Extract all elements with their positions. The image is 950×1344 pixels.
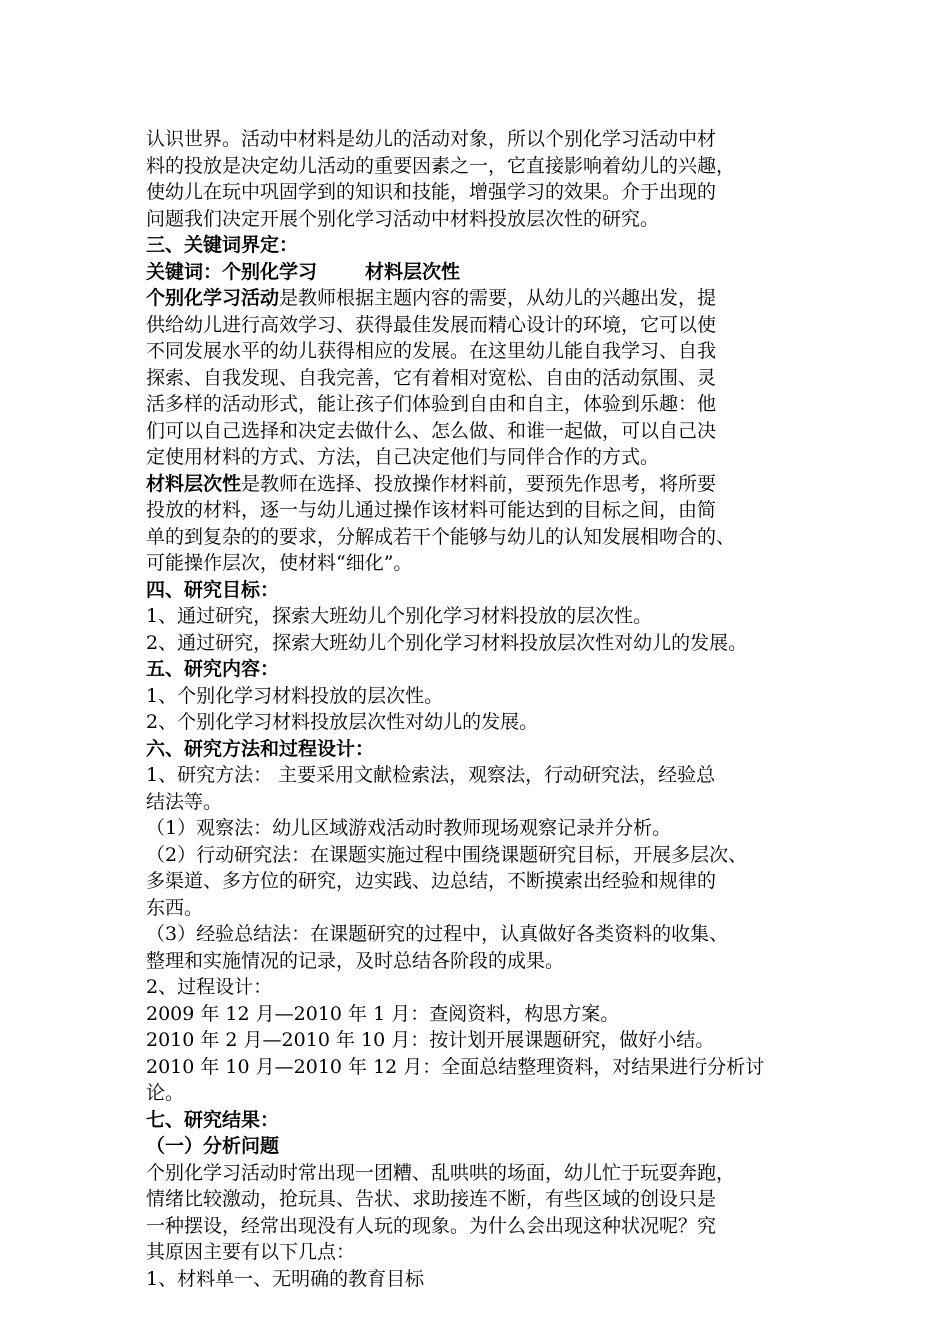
keywords-label: 关键词：个别化学习 xyxy=(146,260,318,283)
definition-material-level xyxy=(146,471,818,498)
keyword-material-level: 材料层次性 xyxy=(365,260,461,283)
paragraph-line: 2、过程设计： xyxy=(146,976,273,998)
paragraph-line: 活多样的活动形式，能让孩子们体验到自由和自主，体验到乐趣：他 xyxy=(146,393,717,415)
list-item: 2、通过研究，探索大班幼儿个别化学习材料投放层次性对幼儿的发展。 xyxy=(146,631,748,654)
section-heading-methods: 六、研究方法和过程设计： xyxy=(146,737,375,760)
list-item: 1、通过研究，探索大班幼儿个别化学习材料投放的层次性。 xyxy=(146,605,653,627)
paragraph-line: 们可以自己选择和决定去做什么、怎么做、和谁一起做，可以自己决 xyxy=(146,419,717,442)
definition-individual-learning xyxy=(146,285,818,312)
paragraph-line: 问题我们决定开展个别化学习活动中材料投放层次性的研究。 xyxy=(146,207,660,230)
paragraph-line: 认识世界。活动中材料是幼儿的活动对象，所以个别化学习活动中材 xyxy=(146,128,717,150)
paragraph-line: 料的投放是决定幼儿活动的重要因素之一，它直接影响着幼儿的兴趣， xyxy=(146,154,736,177)
paragraph-line: 情绪比较激动，抢玩具、告状、求助接连不断，有些区域的创设只是 xyxy=(146,1188,717,1210)
list-item: 2、个别化学习材料投放层次性对幼儿的发展。 xyxy=(146,711,539,733)
document-body xyxy=(146,126,818,1292)
section-heading-keywords: 三、关键词界定： xyxy=(146,234,299,256)
paragraph-line: 论。 xyxy=(146,1082,185,1104)
paragraph-line: （2）行动研究法：在课题实施过程中围绕课题研究目标，开展多层次、 xyxy=(146,843,748,866)
definition-text: 是教师在选择、投放操作材料前，要预先作思考，将所要 xyxy=(241,472,717,495)
subsection-heading: （一）分析问题 xyxy=(146,1135,280,1157)
list-item: 1、个别化学习材料投放的层次性。 xyxy=(146,684,444,707)
paragraph-line: 投放的材料，逐一与幼儿通过操作该材料可能达到的目标之间，由简 xyxy=(146,499,717,521)
paragraph-line: （1）观察法：幼儿区域游戏活动时教师现场观察记录并分析。 xyxy=(146,817,672,839)
paragraph-line: 使幼儿在玩中巩固学到的知识和技能，增强学习的效果。介于出现的 xyxy=(146,181,717,203)
paragraph-line: 1、材料单一、无明确的教育目标 xyxy=(146,1267,425,1290)
paragraph-line: 东西。 xyxy=(146,896,204,919)
paragraph-line: 探索、自我发现、自我完善，它有着相对宽松、自由的活动氛围、灵 xyxy=(146,366,717,389)
paragraph-line: 1、研究方法： 主要采用文献检索法，观察法，行动研究法，经验总 xyxy=(146,764,716,786)
paragraph-line: 整理和实施情况的记录，及时总结各阶段的成果。 xyxy=(146,949,565,972)
definition-text: 是教师根据主题内容的需要，从幼儿的兴趣出发，提 xyxy=(279,287,717,309)
paragraph-line: 可能操作层次，使材料“细化”。 xyxy=(146,552,413,574)
term-individual-learning: 个别化学习活动 xyxy=(146,287,280,309)
paragraph-line: 个别化学习活动时常出现一团糟、乱哄哄的场面，幼儿忙于玩耍奔跑， xyxy=(146,1161,736,1184)
term-material-level: 材料层次性 xyxy=(146,472,242,495)
paragraph-line: 其原因主要有以下几点： xyxy=(146,1241,356,1263)
keywords-line xyxy=(146,259,818,286)
section-heading-goals: 四、研究目标： xyxy=(146,578,280,601)
paragraph-line: （3）经验总结法：在课题研究的过程中，认真做好各类资料的收集、 xyxy=(146,923,729,945)
paragraph-line: 定使用材料的方式、方法，自己决定他们与同伴合作的方式。 xyxy=(146,446,660,468)
paragraph-line: 供给幼儿进行高效学习、获得最佳发展而精心设计的环境，它可以使 xyxy=(146,313,717,336)
paragraph-line: 单的到复杂的的要求，分解成若干个能够与幼儿的认知发展相吻合的、 xyxy=(146,525,736,548)
section-heading-results: 七、研究结果： xyxy=(146,1108,280,1131)
paragraph-line: 一种摆设，经常出现没有人玩的现象。为什么会出现这种状况呢？究 xyxy=(146,1214,717,1237)
paragraph-line: 结法等。 xyxy=(146,790,223,813)
paragraph-line: 多渠道、多方位的研究，边实践、边总结，不断摸索出经验和规律的 xyxy=(146,870,717,892)
timeline-item: 2009 年 12 月—2010 年 1 月：查阅资料，构思方案。 xyxy=(146,1002,620,1025)
timeline-item: 2010 年 10 月—2010 年 12 月：全面总结整理资料，对结果进行分析讨 xyxy=(146,1055,765,1078)
timeline-item: 2010 年 2 月—2010 年 10 月：按计划开展课题研究，做好小结。 xyxy=(146,1029,715,1051)
paragraph-line: 不同发展水平的幼儿获得相应的发展。在这里幼儿能自我学习、自我 xyxy=(146,340,717,362)
section-heading-content: 五、研究内容： xyxy=(146,658,280,680)
